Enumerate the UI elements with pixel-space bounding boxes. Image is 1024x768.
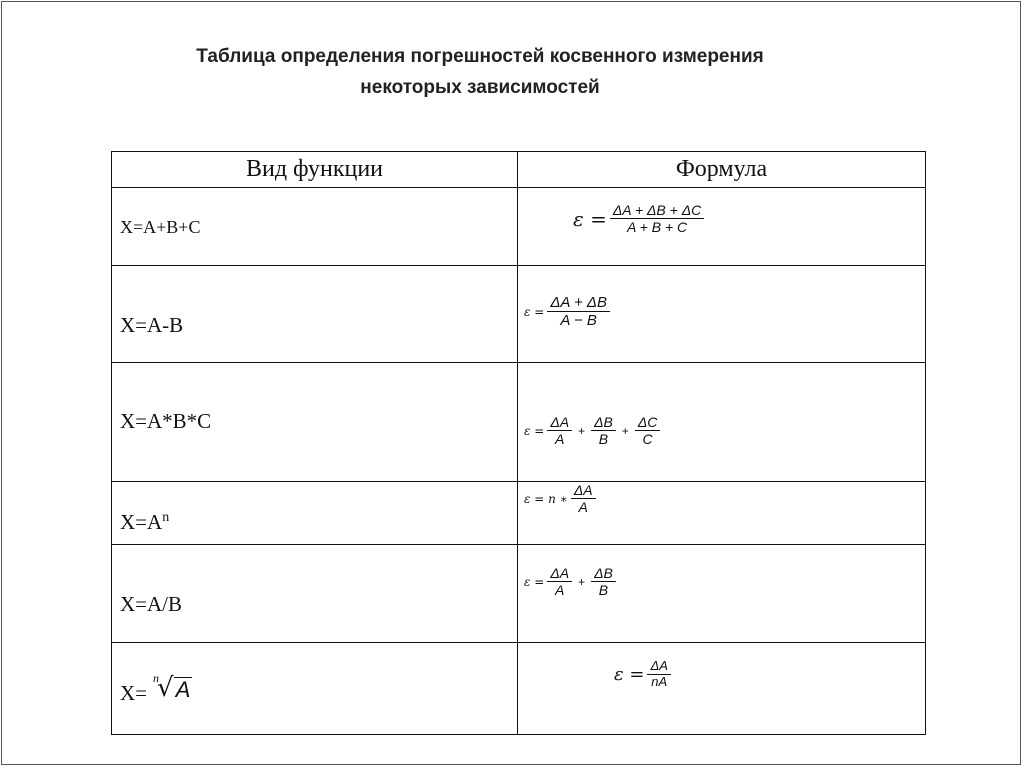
table-row [112, 482, 926, 545]
formula-lhs: ε = [614, 663, 645, 685]
formula-lhs: ε = n ∗ [524, 491, 568, 506]
numerator: ΔB [591, 565, 616, 582]
table-row [112, 188, 926, 266]
formula [614, 659, 674, 690]
function-cell [112, 363, 518, 482]
numerator: ΔA [547, 565, 572, 582]
title-line-2: некоторых зависимостей [360, 77, 600, 98]
function-text: X=A/B [120, 592, 183, 616]
plus-operator: + [578, 574, 586, 589]
plus-operator: + [578, 423, 586, 438]
root-radicand: A [175, 677, 191, 702]
function-cell [112, 545, 518, 643]
function-text: X=A-B [120, 313, 184, 337]
header-formula: Формула [518, 152, 926, 188]
header-function-type: Вид функции [112, 152, 518, 188]
formula [524, 294, 613, 330]
formula [524, 565, 619, 598]
formula [524, 414, 663, 447]
plus-operator: + [621, 423, 629, 438]
denominator: A − B [560, 312, 597, 330]
fraction [547, 294, 610, 330]
denominator: B [598, 582, 609, 599]
table-row [112, 545, 926, 643]
function-text: X=A+B+C [120, 217, 201, 237]
fraction [547, 414, 572, 447]
formula-cell [518, 188, 926, 266]
formula-cell [518, 266, 926, 363]
fraction [571, 482, 596, 515]
numerator: ΔA [547, 414, 572, 431]
function-cell [112, 482, 518, 545]
function-exponent: n [162, 510, 170, 525]
formula-cell [518, 545, 926, 643]
numerator: ΔA + ΔB + ΔC [610, 202, 704, 219]
function-lhs: X= [120, 681, 148, 705]
fraction [610, 202, 704, 235]
fraction [647, 659, 670, 690]
numerator: ΔA [647, 659, 670, 675]
fraction [591, 414, 616, 447]
denominator: B [598, 431, 609, 448]
denominator: A [555, 431, 565, 448]
numerator: ΔA [571, 482, 596, 499]
numerator: ΔB [591, 414, 616, 431]
denominator: A [578, 499, 588, 516]
function-cell [112, 188, 518, 266]
function-text [120, 510, 169, 535]
function-cell [112, 266, 518, 363]
denominator: nA [651, 673, 668, 689]
nth-root [153, 671, 192, 703]
denominator: C [642, 431, 653, 448]
function-base: X=A [120, 510, 163, 534]
function-cell [112, 643, 518, 735]
denominator: A + B + C [626, 219, 688, 236]
formula-lhs: ε = [573, 206, 607, 231]
function-text [120, 671, 192, 706]
formula-cell [518, 643, 926, 735]
fraction [635, 414, 661, 447]
formula [573, 202, 707, 235]
header-row [112, 152, 926, 188]
numerator: ΔC [635, 414, 661, 431]
formula-cell [518, 363, 926, 482]
title-line-1: Таблица определения погрешностей косвенного измерения [196, 46, 764, 67]
formula [524, 482, 599, 515]
function-text: X=A*B*C [120, 409, 212, 433]
page-title [0, 41, 960, 103]
fraction [591, 565, 616, 598]
table-row [112, 643, 926, 735]
radical-sign-icon: √ [157, 673, 174, 703]
table-row [112, 363, 926, 482]
numerator: ΔA + ΔB [547, 294, 610, 312]
table-row [112, 266, 926, 363]
formula-lhs: ε = [524, 423, 545, 438]
formula-lhs: ε = [524, 304, 545, 319]
formula-cell [518, 482, 926, 545]
root-index: n [153, 671, 160, 685]
formula-lhs: ε = [524, 574, 545, 589]
denominator: A [555, 582, 565, 599]
fraction [547, 565, 572, 598]
formula-table [111, 151, 926, 735]
